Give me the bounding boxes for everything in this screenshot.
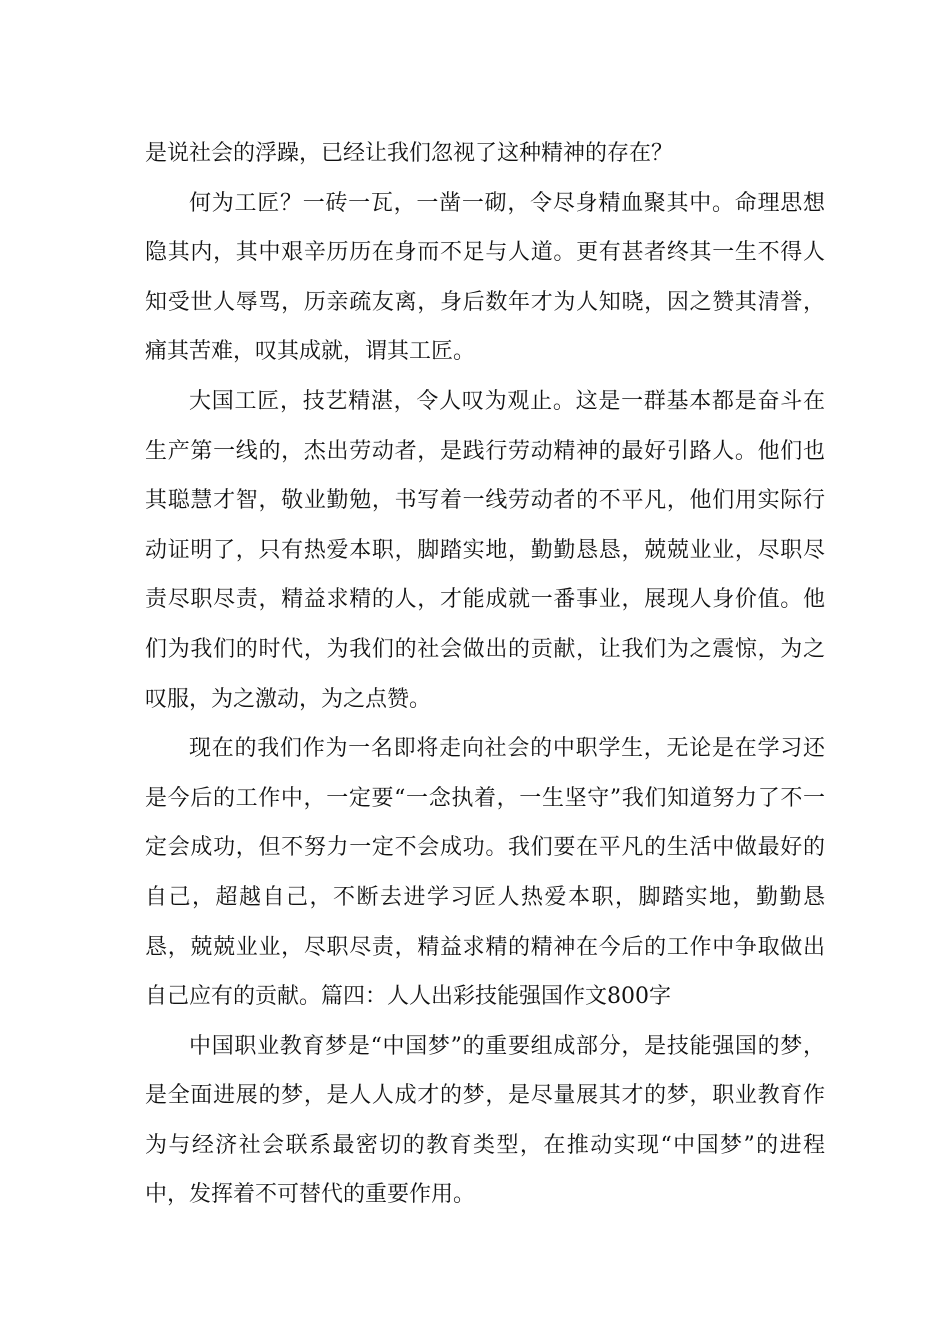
paragraph-1: 是说社会的浮躁，已经让我们忽视了这种精神的存在？: [145, 141, 674, 166]
paragraph-3: 大国工匠，技艺精湛，令人叹为观止。这是一群基本都是奋斗在生产第一线的，杰出劳动者，是践行劳动精神的最好引路人。他们也其聪慧才智，敬业勤勉，书写着一线劳动者的不平凡，他们用实际行动证明了，只有热爱本职，脚踏实地，勤勤恳恳，兢兢业业，尽职尽责尽职尽责，精益求精的人，才能成就一番事业，展现人身价值。他们为我们的时代，为我们的社会做出的贡献，让我们为之震惊，为之叹服，为之激动，为之点赞。: [145, 388, 825, 712]
paragraph-5: 中国职业教育梦是“中国梦”的重要组成部分，是技能强国的梦，是全面进展的梦，是人人成才的梦，是尽量展其才的梦，职业教育作为与经济社会联系最密切的教育类型，在推动实现“中国梦”的进程中，发挥着不可替代的重要作用。: [145, 1033, 825, 1208]
paragraph-4: 现在的我们作为一名即将走向社会的中职学生，无论是在学习还是今后的工作中，一定要“一念执着，一生坚守”我们知道努力了不一定会成功，但不努力一定不会成功。我们要在平凡的生活中做最好的自己，超越自己，不断去进学习匠人热爱本职，脚踏实地，勤勤恳恳，兢兢业业，尽职尽责，精益求精的精神在今后的工作中争取做出自己应有的贡献。篇四：人人出彩技能强国作文800字: [145, 736, 825, 1010]
paragraph-2: 何为工匠？一砖一瓦，一凿一砌，令尽身精血聚其中。命理思想隐其内，其中艰辛历历在身而不足与人道。更有甚者终其一生不得人知受世人辱骂，历亲疏友离，身后数年才为人知晓，因之赞其清誉，痛其苦难，叹其成就，谓其工匠。: [145, 190, 825, 365]
body-text: [145, 129, 825, 1220]
